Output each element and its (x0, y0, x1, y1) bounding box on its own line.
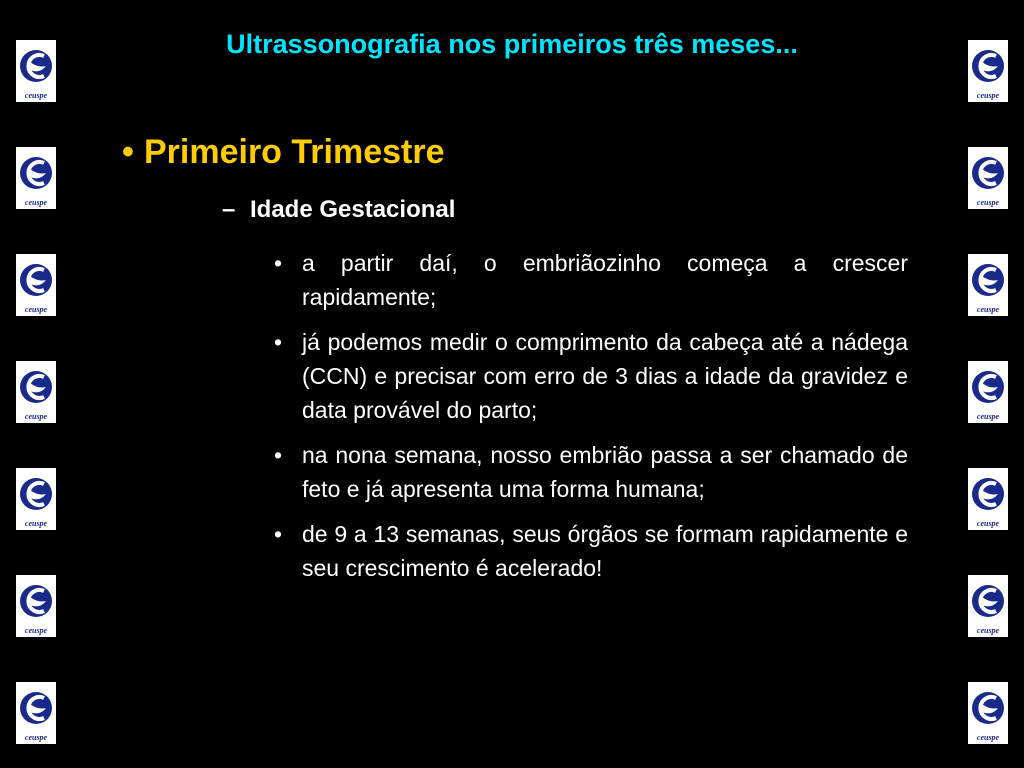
ceuspe-logo (968, 682, 1008, 744)
slide-title: Ultrassonografia nos primeiros três meses... (226, 29, 798, 59)
ceuspe-logo (968, 575, 1008, 637)
left-logo-column (16, 0, 56, 768)
ceuspe-logo-icon (16, 575, 56, 627)
logo-label: ceuspe (976, 305, 1000, 314)
list-item (268, 246, 908, 314)
subheading-text: Idade Gestacional (250, 196, 456, 223)
logo-label: ceuspe (24, 733, 48, 742)
logo-label: ceuspe (976, 412, 1000, 421)
logo-label: ceuspe (976, 198, 1000, 207)
list-item-text: a partir daí, o embriãozinho começa a crescer rapidamente; (302, 250, 908, 310)
list-item-text: já podemos medir o comprimento da cabeça até a nádega (CCN) e precisar com erro de 3 dias a idade da gravidez e data provável do parto; (302, 329, 908, 423)
right-logo-column (968, 0, 1008, 768)
subheading-idade-gestacional (222, 195, 455, 225)
ceuspe-logo-icon (968, 147, 1008, 199)
ceuspe-logo-icon (16, 40, 56, 92)
logo-label: ceuspe (976, 519, 1000, 528)
ceuspe-logo (16, 575, 56, 637)
logo-label: ceuspe (24, 626, 48, 635)
bullet-symbol: • (273, 250, 283, 276)
bullet-symbol: • (122, 133, 134, 171)
ceuspe-logo (16, 361, 56, 423)
logo-label: ceuspe (24, 412, 48, 421)
list-item (268, 438, 908, 506)
ceuspe-logo-icon (968, 575, 1008, 627)
bullet-symbol: • (273, 521, 283, 547)
ceuspe-logo (16, 254, 56, 316)
ceuspe-logo (968, 254, 1008, 316)
ceuspe-logo-icon (16, 254, 56, 306)
ceuspe-logo-icon (968, 361, 1008, 413)
list-item (268, 517, 908, 585)
list-item-text: de 9 a 13 semanas, seus órgãos se formam rapidamente e seu crescimento é acelerado! (302, 521, 908, 581)
list-item (268, 325, 908, 427)
ceuspe-logo-icon (968, 40, 1008, 92)
logo-label: ceuspe (24, 305, 48, 314)
heading-text: Primeiro Trimestre (144, 133, 445, 171)
bullet-list (268, 246, 908, 596)
logo-label: ceuspe (976, 733, 1000, 742)
heading-primeiro-trimestre (122, 131, 444, 173)
logo-label: ceuspe (976, 91, 1000, 100)
ceuspe-logo (968, 40, 1008, 102)
list-item-text: na nona semana, nosso embrião passa a ser chamado de feto e já apresenta uma forma humana; (302, 442, 908, 502)
ceuspe-logo-icon (968, 254, 1008, 306)
logo-label: ceuspe (976, 626, 1000, 635)
ceuspe-logo (968, 468, 1008, 530)
ceuspe-logo (968, 147, 1008, 209)
bullet-symbol: • (273, 442, 283, 468)
bullet-symbol: • (273, 329, 283, 355)
logo-label: ceuspe (24, 519, 48, 528)
ceuspe-logo-icon (16, 468, 56, 520)
ceuspe-logo (16, 682, 56, 744)
ceuspe-logo (968, 361, 1008, 423)
ceuspe-logo-icon (968, 468, 1008, 520)
ceuspe-logo (16, 468, 56, 530)
logo-label: ceuspe (24, 91, 48, 100)
ceuspe-logo-icon (16, 147, 56, 199)
ceuspe-logo (16, 147, 56, 209)
ceuspe-logo-icon (968, 682, 1008, 734)
logo-label: ceuspe (24, 198, 48, 207)
dash-symbol: – (222, 196, 236, 223)
ceuspe-logo-icon (16, 682, 56, 734)
ceuspe-logo-icon (16, 361, 56, 413)
ceuspe-logo (16, 40, 56, 102)
